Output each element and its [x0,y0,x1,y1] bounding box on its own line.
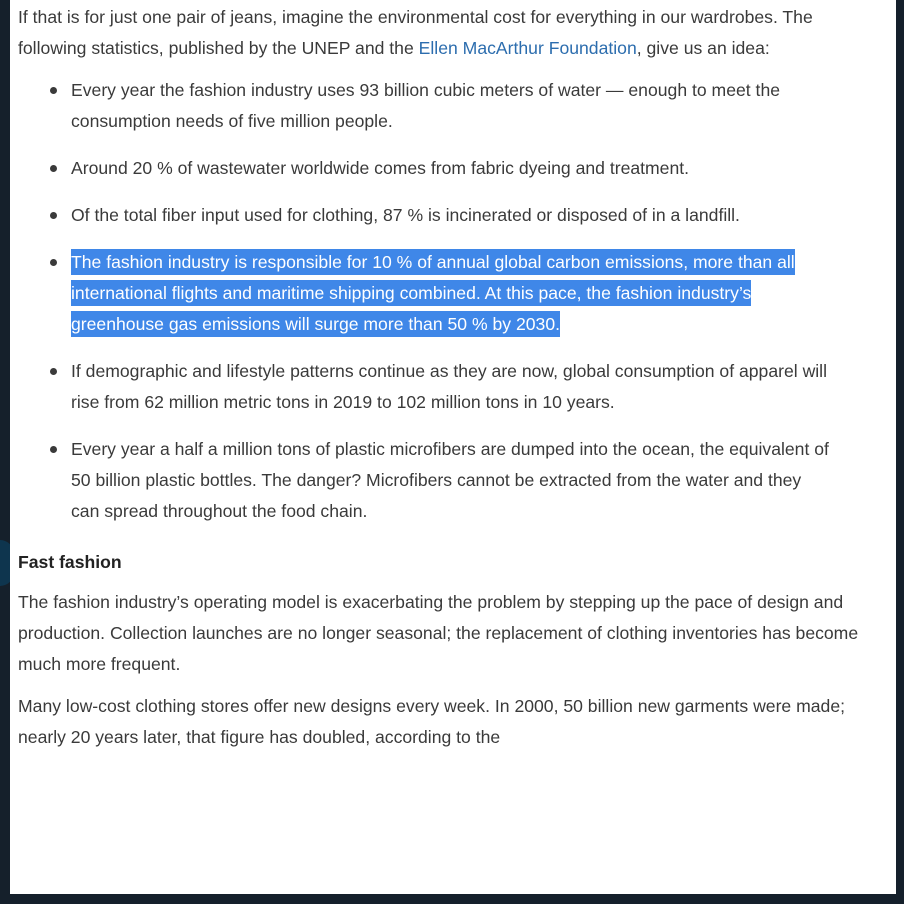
list-item [18,200,833,231]
section-heading: Fast fashion [18,552,122,572]
intro-text: If that is for just one pair of jeans, imagine the environmental cost for everything in our wardrobes. The following statistics, published by the UNEP and the [18,7,813,58]
bullet-icon [50,165,57,172]
list-item [18,356,833,418]
ellen-macarthur-link[interactable]: Ellen MacArthur Foundation [418,38,637,58]
bullet-icon [50,368,57,375]
bullet-icon [50,87,57,94]
list-item-text: Around 20 % of wastewater worldwide comes from fabric dyeing and treatment. [71,158,690,178]
list-item [18,434,833,527]
list-item [18,75,833,137]
article-content [10,0,896,894]
list-item-text: Every year a half a million tons of plastic microfibers are dumped into the ocean, the equivalent of 50 billion plastic bottles. The danger? Microfibers cannot be extracted from the water and they can spread throughout the food chain. [71,439,829,521]
selected-text[interactable]: The fashion industry is responsible for 10 % of annual global carbon emissions, more than all international flights and maritime shipping combined. At this pace, the fashion industry’s greenhouse gas emissions will surge more than 50 % by 2030. [71,249,795,337]
list-item [18,153,833,184]
list-item-text: Every year the fashion industry uses 93 billion cubic meters of water — enough to meet the consumption needs of five million people. [71,80,781,131]
section-paragraph: Many low-cost clothing stores offer new designs every week. In 2000, 50 billion new garments were made; nearly 20 years later, that figure has doubled, according to the [18,696,846,747]
list-item-highlighted [18,247,833,340]
bullet-icon [50,259,57,266]
list-item-text: Of the total fiber input used for clothing, 87 % is incinerated or disposed of in a landfill. [71,205,740,225]
intro-paragraph [18,2,884,64]
section-paragraph: The fashion industry’s operating model is exacerbating the problem by stepping up the pace of design and production. Collection launches are no longer seasonal; the replacement of clothing inventories has become much more frequent. [18,592,859,674]
bullet-icon [50,446,57,453]
list-item-text: If demographic and lifestyle patterns continue as they are now, global consumption of apparel will rise from 62 million metric tons in 2019 to 102 million tons in 10 years. [71,361,827,412]
bottom-dark-bar [0,894,904,904]
bullet-icon [50,212,57,219]
statistics-list [18,75,884,527]
intro-text-end: , give us an idea: [636,38,770,58]
